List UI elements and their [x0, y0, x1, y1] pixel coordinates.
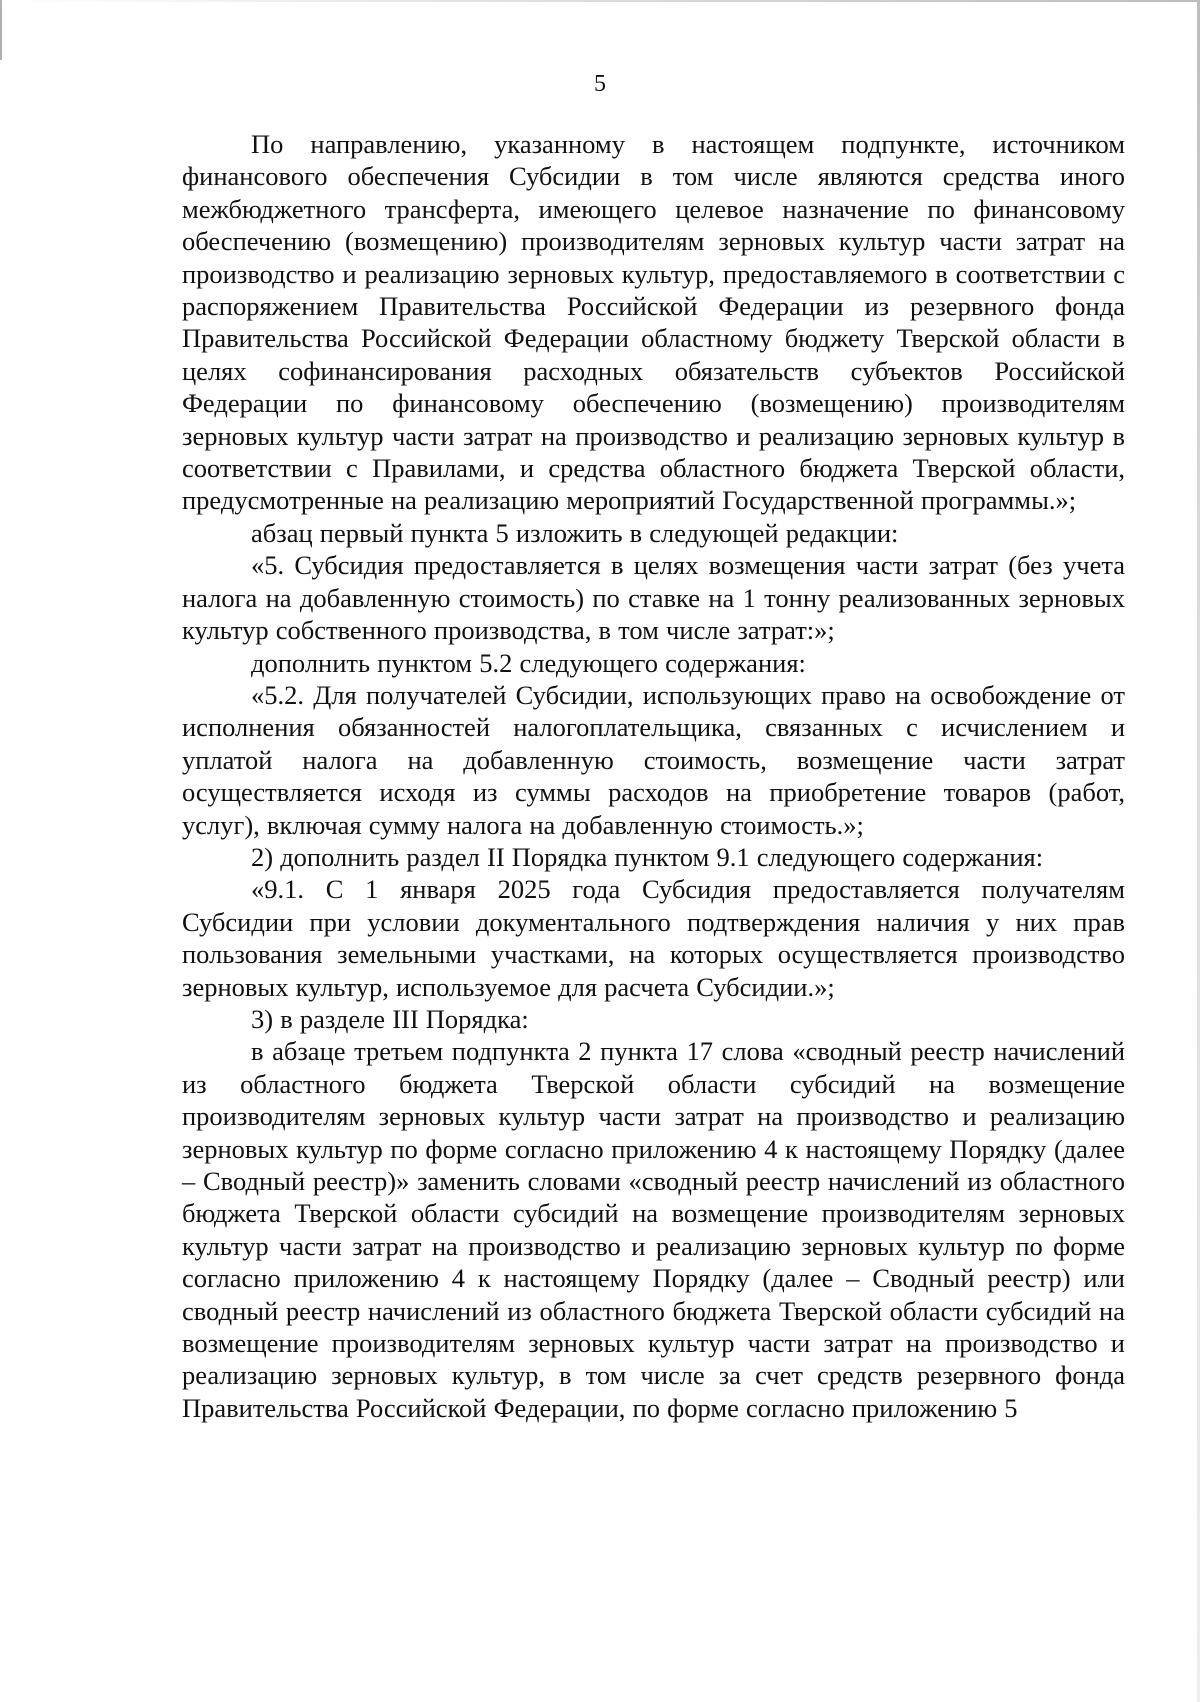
paragraph-clause-5-2-text: «5.2. Для получателей Субсидии, использующих право на освобождение от исполнения обязанностей налогоплательщика, связанных с исчислением и уплатой налога на добавленную стоимость, возмещение части затрат осуществляется исходя из суммы расходов на приобретение товаров (работ, услуг), включая сумму налога на добавленную стоимость.»;: [182, 679, 1125, 840]
paragraph-add-clause-5-2: дополнить пунктом 5.2 следующего содержания:: [251, 647, 806, 678]
paragraph-clause-9-1-text: «9.1. С 1 января 2025 года Субсидия предоставляется получателям Субсидии при условии документального подтверждения наличия у них прав пользования земельными участками, на которых осуществляется производство зерновых культур, используемое для расчета Субсидии.»;: [182, 874, 1125, 1002]
paragraph-funding-source: По направлению, указанному в настоящем подпункте, источником финансового обеспечения Субсидии в том числе являются средства иного межбюджетного трансферта, имеющего целевое назначение по финансовому обеспечению (возмещению) производителям зерновых культур части затрат на производство и реализацию зерновых культур, предоставляемого в соответствии с распоряжением Правительства Российской Федерации из резервного фонда Правительства Российской Федерации областному бюджету Тверской области в целях софинансирования расходных обязательств субъектов Российской Федерации по финансовому обеспечению (возмещению) производителям зерновых культур части затрат на производство и реализацию зерновых культур в соответствии с Правилами, и средства областного бюджета Тверской области, предусмотренные на реализацию мероприятий Государственной программы.»;: [182, 129, 1125, 516]
paragraph-section-3-heading: 3) в разделе III Порядка:: [251, 1003, 529, 1034]
scan-edge-left: [0, 0, 2, 60]
paragraph-clause-17-amendment: в абзаце третьем подпункта 2 пункта 17 слова «сводный реестр начислений из областного бюджета Тверской области субсидий на возмещение производителям зерновых культур части затрат на производство и реализацию зерновых культур по форме согласно приложению 4 к настоящему Порядку (далее – Сводный реестр)» заменить словами «сводный реестр начислений из областного бюджета Тверской области субсидий на возмещение производителям зерновых культур части затрат на производство и реализацию зерновых культур по форме согласно приложению 4 к настоящему Порядку (далее – Сводный реестр) или сводный реестр начислений из областного бюджета Тверской области субсидий на возмещение производителям зерновых культур части затрат на производство и реализацию зерновых культур, в том числе за счет средств резервного фонда Правительства Российской Федерации, по форме согласно приложению 5: [182, 1036, 1125, 1423]
document-body: [182, 128, 1125, 1424]
paragraph-amend-clause-5: абзац первый пункта 5 изложить в следующей редакции:: [251, 517, 899, 548]
scan-edge-top: [0, 0, 1200, 2]
paragraph-clause-5-text: «5. Субсидия предоставляется в целях возмещения части затрат (без учета налога на добавленную стоимость) по ставке на 1 тонну реализованных зерновых культур собственного производства, в том числе затрат:»;: [182, 550, 1125, 646]
page-number: 5: [594, 71, 606, 97]
paragraph-add-clause-9-1: 2) дополнить раздел II Порядка пунктом 9.1 следующего содержания:: [251, 841, 1044, 872]
